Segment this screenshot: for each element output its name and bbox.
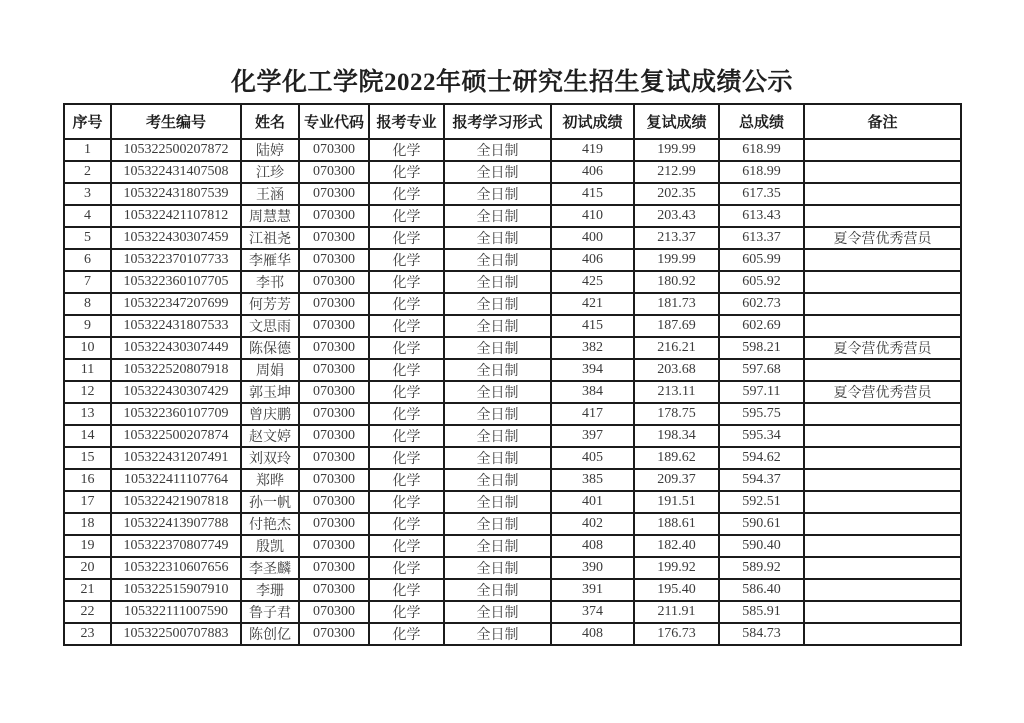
table-cell: 589.92 (719, 557, 804, 579)
table-row (64, 271, 961, 293)
table-cell: 6 (64, 249, 111, 271)
table-cell: 李珊 (241, 579, 299, 601)
table-cell: 全日制 (444, 205, 551, 227)
table-cell: 105322500207874 (111, 425, 241, 447)
table-row (64, 535, 961, 557)
table-cell: 105322500707883 (111, 623, 241, 645)
page-title: 化学化工学院2022年硕士研究生招生复试成绩公示 (230, 69, 793, 96)
table-row (64, 227, 961, 249)
table-cell: 595.34 (719, 425, 804, 447)
table-row (64, 469, 961, 491)
table-cell: 070300 (299, 205, 369, 227)
table-cell: 070300 (299, 403, 369, 425)
table-cell: 585.91 (719, 601, 804, 623)
table-cell: 化学 (369, 623, 444, 645)
table-cell: 全日制 (444, 513, 551, 535)
table-cell: 070300 (299, 359, 369, 381)
table-cell: 105322370107733 (111, 249, 241, 271)
table-cell: 211.91 (634, 601, 719, 623)
table-cell: 化学 (369, 447, 444, 469)
table-row (64, 623, 961, 645)
table-row (64, 557, 961, 579)
table-cell: 408 (551, 535, 634, 557)
table-cell: 全日制 (444, 271, 551, 293)
table-cell: 105322360107705 (111, 271, 241, 293)
table-row (64, 161, 961, 183)
table-cell: 105322413907788 (111, 513, 241, 535)
column-header: 总成绩 (719, 104, 804, 139)
table-cell: 江珍 (241, 161, 299, 183)
table-cell: 全日制 (444, 601, 551, 623)
column-header: 姓名 (241, 104, 299, 139)
table-cell: 391 (551, 579, 634, 601)
table-cell: 070300 (299, 623, 369, 645)
table-cell: 22 (64, 601, 111, 623)
table-cell: 孙一帆 (241, 491, 299, 513)
table-cell: 105322411107764 (111, 469, 241, 491)
table-cell: 070300 (299, 183, 369, 205)
table-cell: 401 (551, 491, 634, 513)
table-cell (804, 183, 961, 205)
table-cell: 070300 (299, 381, 369, 403)
table-cell: 全日制 (444, 183, 551, 205)
table-cell: 613.43 (719, 205, 804, 227)
table-cell: 105322431807533 (111, 315, 241, 337)
table-cell: 12 (64, 381, 111, 403)
table-cell: 188.61 (634, 513, 719, 535)
table-row (64, 425, 961, 447)
table-cell: 夏令营优秀营员 (804, 337, 961, 359)
table-cell: 584.73 (719, 623, 804, 645)
table-cell: 全日制 (444, 579, 551, 601)
table-row (64, 601, 961, 623)
table-row (64, 205, 961, 227)
table-cell: 590.40 (719, 535, 804, 557)
table-cell: 全日制 (444, 425, 551, 447)
table-cell: 182.40 (634, 535, 719, 557)
table-cell: 618.99 (719, 139, 804, 161)
table-cell: 408 (551, 623, 634, 645)
table-cell: 178.75 (634, 403, 719, 425)
table-row (64, 381, 961, 403)
table-cell: 文思雨 (241, 315, 299, 337)
table-cell: 105322347207699 (111, 293, 241, 315)
table-cell: 070300 (299, 293, 369, 315)
table-cell: 5 (64, 227, 111, 249)
table-cell: 198.34 (634, 425, 719, 447)
table-cell: 070300 (299, 601, 369, 623)
table-cell: 105322421907818 (111, 491, 241, 513)
table-cell: 189.62 (634, 447, 719, 469)
table-cell: 425 (551, 271, 634, 293)
table-cell: 9 (64, 315, 111, 337)
table-cell: 594.62 (719, 447, 804, 469)
table-cell: 7 (64, 271, 111, 293)
table-cell (804, 557, 961, 579)
table-cell: 郭玉坤 (241, 381, 299, 403)
table-cell: 397 (551, 425, 634, 447)
table-row (64, 315, 961, 337)
table-cell: 382 (551, 337, 634, 359)
table-cell: 陈保德 (241, 337, 299, 359)
table-cell: 070300 (299, 557, 369, 579)
table-cell: 617.35 (719, 183, 804, 205)
table-row (64, 579, 961, 601)
table-cell (804, 139, 961, 161)
table-cell: 全日制 (444, 359, 551, 381)
table-cell: 化学 (369, 535, 444, 557)
table-cell: 化学 (369, 249, 444, 271)
table-cell: 602.69 (719, 315, 804, 337)
table-row (64, 293, 961, 315)
table-cell: 070300 (299, 315, 369, 337)
table-cell: 曾庆鹏 (241, 403, 299, 425)
table-cell: 殷凯 (241, 535, 299, 557)
column-header: 初试成绩 (551, 104, 634, 139)
table-cell: 全日制 (444, 469, 551, 491)
table-cell: 化学 (369, 403, 444, 425)
table-cell: 613.37 (719, 227, 804, 249)
table-cell: 18 (64, 513, 111, 535)
table-cell: 10 (64, 337, 111, 359)
table-cell: 化学 (369, 315, 444, 337)
table-cell: 鲁子君 (241, 601, 299, 623)
table-cell: 全日制 (444, 161, 551, 183)
table-cell: 199.92 (634, 557, 719, 579)
column-header: 序号 (64, 104, 111, 139)
table-row (64, 513, 961, 535)
table-cell: 070300 (299, 491, 369, 513)
header-row (64, 104, 961, 139)
table-cell: 415 (551, 315, 634, 337)
table-cell: 江祖尧 (241, 227, 299, 249)
table-cell: 夏令营优秀营员 (804, 227, 961, 249)
column-header: 报考学习形式 (444, 104, 551, 139)
table-cell: 105322431407508 (111, 161, 241, 183)
table-row (64, 447, 961, 469)
column-header: 复试成绩 (634, 104, 719, 139)
table-cell: 化学 (369, 491, 444, 513)
table-row (64, 139, 961, 161)
table-cell (804, 491, 961, 513)
table-cell: 化学 (369, 425, 444, 447)
table-cell: 105322515907910 (111, 579, 241, 601)
column-header: 备注 (804, 104, 961, 139)
table-cell: 陈创亿 (241, 623, 299, 645)
table-cell: 全日制 (444, 623, 551, 645)
table-cell: 郑晔 (241, 469, 299, 491)
table-cell: 化学 (369, 359, 444, 381)
table-cell: 070300 (299, 139, 369, 161)
table-cell: 化学 (369, 469, 444, 491)
table-cell: 周娟 (241, 359, 299, 381)
table-cell: 597.68 (719, 359, 804, 381)
table-cell: 17 (64, 491, 111, 513)
table-cell (804, 623, 961, 645)
table-cell: 化学 (369, 227, 444, 249)
table-cell: 618.99 (719, 161, 804, 183)
table-cell (804, 161, 961, 183)
table-cell: 203.68 (634, 359, 719, 381)
table-cell: 216.21 (634, 337, 719, 359)
table-cell: 105322520807918 (111, 359, 241, 381)
table-cell (804, 271, 961, 293)
table-cell: 070300 (299, 447, 369, 469)
table-cell: 李邗 (241, 271, 299, 293)
table-cell (804, 315, 961, 337)
table-cell: 陆婷 (241, 139, 299, 161)
column-header: 报考专业 (369, 104, 444, 139)
table-cell: 全日制 (444, 293, 551, 315)
table-cell: 410 (551, 205, 634, 227)
table-cell: 4 (64, 205, 111, 227)
table-cell: 405 (551, 447, 634, 469)
table-cell: 全日制 (444, 535, 551, 557)
table-cell (804, 425, 961, 447)
table-cell: 105322430307449 (111, 337, 241, 359)
table-cell: 化学 (369, 293, 444, 315)
table-cell: 付艳杰 (241, 513, 299, 535)
table-cell: 070300 (299, 469, 369, 491)
table-cell: 105322310607656 (111, 557, 241, 579)
table-cell: 全日制 (444, 403, 551, 425)
table-cell (804, 249, 961, 271)
table-cell: 全日制 (444, 227, 551, 249)
table-cell: 19 (64, 535, 111, 557)
table-cell: 385 (551, 469, 634, 491)
table-cell: 赵文婷 (241, 425, 299, 447)
table-cell: 105322111007590 (111, 601, 241, 623)
table-cell: 11 (64, 359, 111, 381)
table-cell: 595.75 (719, 403, 804, 425)
table-body (64, 139, 961, 645)
table-cell: 105322430307429 (111, 381, 241, 403)
table-cell: 化学 (369, 381, 444, 403)
table-cell: 586.40 (719, 579, 804, 601)
table-cell: 全日制 (444, 447, 551, 469)
table-cell: 415 (551, 183, 634, 205)
table-cell: 213.37 (634, 227, 719, 249)
table-cell: 20 (64, 557, 111, 579)
table-cell (804, 403, 961, 425)
table-row (64, 359, 961, 381)
table-cell (804, 601, 961, 623)
table-cell: 199.99 (634, 139, 719, 161)
table-cell: 21 (64, 579, 111, 601)
table-cell: 16 (64, 469, 111, 491)
table-cell: 070300 (299, 513, 369, 535)
table-cell: 105322370807749 (111, 535, 241, 557)
table-cell: 15 (64, 447, 111, 469)
table-cell: 李圣麟 (241, 557, 299, 579)
table-cell: 417 (551, 403, 634, 425)
table-cell: 213.11 (634, 381, 719, 403)
table-cell: 8 (64, 293, 111, 315)
table-cell: 070300 (299, 249, 369, 271)
table-cell: 3 (64, 183, 111, 205)
table-cell: 070300 (299, 579, 369, 601)
column-header: 专业代码 (299, 104, 369, 139)
table-cell: 374 (551, 601, 634, 623)
table-cell: 187.69 (634, 315, 719, 337)
column-header: 考生编号 (111, 104, 241, 139)
table-cell: 化学 (369, 513, 444, 535)
table-cell: 406 (551, 161, 634, 183)
table-cell: 384 (551, 381, 634, 403)
table-cell: 105322421107812 (111, 205, 241, 227)
table-cell: 605.99 (719, 249, 804, 271)
table-cell: 何芳芳 (241, 293, 299, 315)
table-cell (804, 293, 961, 315)
table-cell: 394 (551, 359, 634, 381)
table-cell: 化学 (369, 139, 444, 161)
table-cell (804, 205, 961, 227)
table-cell: 195.40 (634, 579, 719, 601)
table-row (64, 183, 961, 205)
table-cell: 070300 (299, 337, 369, 359)
table-cell: 605.92 (719, 271, 804, 293)
table-cell: 23 (64, 623, 111, 645)
table-cell: 1 (64, 139, 111, 161)
table-cell: 199.99 (634, 249, 719, 271)
table-cell: 化学 (369, 579, 444, 601)
table-cell: 590.61 (719, 513, 804, 535)
table-cell: 化学 (369, 271, 444, 293)
table-cell (804, 579, 961, 601)
table-cell: 402 (551, 513, 634, 535)
table-cell: 070300 (299, 271, 369, 293)
table-cell: 209.37 (634, 469, 719, 491)
table-cell: 周慧慧 (241, 205, 299, 227)
table-cell: 全日制 (444, 315, 551, 337)
table-cell: 598.21 (719, 337, 804, 359)
table-row (64, 249, 961, 271)
table-cell: 全日制 (444, 381, 551, 403)
table-cell: 594.37 (719, 469, 804, 491)
table-cell: 刘双玲 (241, 447, 299, 469)
table-cell: 191.51 (634, 491, 719, 513)
table-cell: 王涵 (241, 183, 299, 205)
table-cell: 203.43 (634, 205, 719, 227)
table-cell: 105322430307459 (111, 227, 241, 249)
table-cell: 化学 (369, 601, 444, 623)
table-cell: 592.51 (719, 491, 804, 513)
table-cell: 105322431807539 (111, 183, 241, 205)
table-cell: 070300 (299, 227, 369, 249)
table-cell: 180.92 (634, 271, 719, 293)
table-cell: 602.73 (719, 293, 804, 315)
table-cell: 14 (64, 425, 111, 447)
table-cell: 全日制 (444, 337, 551, 359)
table-cell: 全日制 (444, 139, 551, 161)
table-cell: 化学 (369, 337, 444, 359)
table-cell (804, 535, 961, 557)
table-cell: 2 (64, 161, 111, 183)
table-cell: 全日制 (444, 557, 551, 579)
table-cell: 070300 (299, 535, 369, 557)
table-cell: 597.11 (719, 381, 804, 403)
table-cell: 全日制 (444, 491, 551, 513)
table-cell: 421 (551, 293, 634, 315)
score-table (63, 103, 962, 646)
table-cell (804, 469, 961, 491)
table-cell: 13 (64, 403, 111, 425)
table-cell (804, 359, 961, 381)
table-cell (804, 513, 961, 535)
table-cell: 176.73 (634, 623, 719, 645)
table-cell: 夏令营优秀营员 (804, 381, 961, 403)
table-cell: 419 (551, 139, 634, 161)
table-cell: 406 (551, 249, 634, 271)
table-cell: 105322360107709 (111, 403, 241, 425)
table-cell: 181.73 (634, 293, 719, 315)
table-cell: 全日制 (444, 249, 551, 271)
table-cell: 化学 (369, 205, 444, 227)
table-cell: 105322431207491 (111, 447, 241, 469)
table-row (64, 403, 961, 425)
table-cell: 李雁华 (241, 249, 299, 271)
table-cell: 212.99 (634, 161, 719, 183)
table-cell: 化学 (369, 557, 444, 579)
table-cell: 化学 (369, 183, 444, 205)
table-row (64, 491, 961, 513)
table-cell: 070300 (299, 425, 369, 447)
table-row (64, 337, 961, 359)
table-cell: 070300 (299, 161, 369, 183)
table-cell: 202.35 (634, 183, 719, 205)
table-cell: 400 (551, 227, 634, 249)
table-cell: 390 (551, 557, 634, 579)
table-cell: 化学 (369, 161, 444, 183)
table-cell: 105322500207872 (111, 139, 241, 161)
table-cell (804, 447, 961, 469)
